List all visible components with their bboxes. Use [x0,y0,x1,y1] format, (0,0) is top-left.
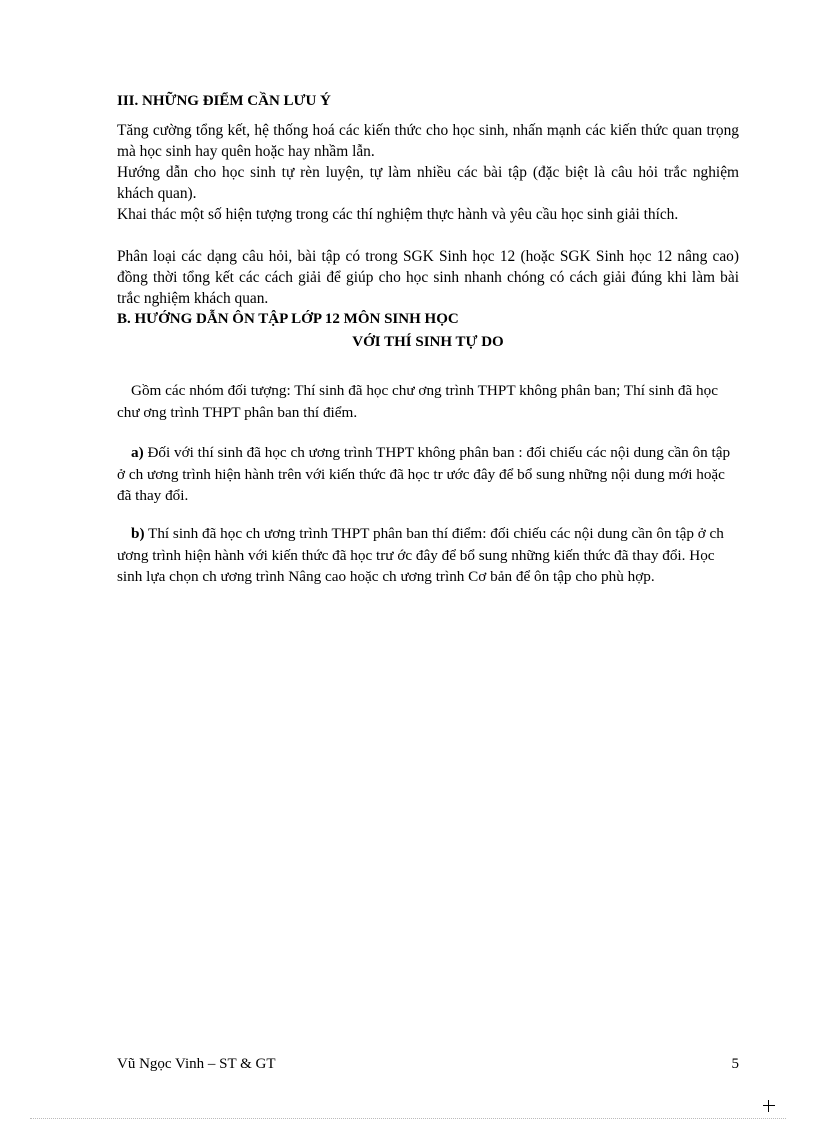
item-b-label: b) [131,525,145,542]
section-iii-paragraph-3: Khai thác một số hiện tượng trong các thí nghiệm thực hành và yêu cầu học sinh giải thích. [117,206,679,223]
footer-author: Vũ Ngọc Vinh – ST & GT [117,1056,276,1072]
section-iii-paragraph-1: Tăng cường tổng kết, hệ thống hoá các kiến thức cho học sinh, nhấn mạnh các kiến thức quan trọng mà học sinh hay quên hoặc hay nhầm lẫn. [117,122,739,160]
section-iii-paragraph-4: Phân loại các dạng câu hỏi, bài tập có trong SGK Sinh học 12 (hoặc SGK Sinh học 12 nâng cao) đồng thời tổng kết các cách giải để giúp cho học sinh nhanh chóng có cách giải đúng khi làm bài trắc nghiệm khách quan. [117,248,739,307]
section-b-item-b [117,523,739,588]
crop-mark-horizontal [763,1105,775,1106]
item-b-text: Thí sinh đã học ch ương trình THPT phân ban thí điểm: đối chiếu các nội dung cần ôn tập ở ch ương trình hiện hành với kiến thức đã học trư ớc đây để bổ sung những kiến thức đã thay đổi. Học sinh lựa chọn ch ương trình Nâng cao hoặc ch ương trình Cơ bản để ôn tập cho phù hợp. [117,525,724,585]
section-iii-paragraph-2: Hướng dẫn cho học sinh tự rèn luyện, tự làm nhiều các bài tập (đặc biệt là câu hỏi trắc nghiệm khách quan). [117,164,739,202]
item-a-text: Đối với thí sinh đã học ch ương trình THPT không phân ban : đối chiếu các nội dung cần ôn tập ở ch ương trình hiện hành trên với kiến thức đã học tr ước đây để bổ sung những nội dung mới hoặc đã thay đổi. [117,444,731,504]
section-b-intro: Gồm các nhóm đối tượng: Thí sinh đã học chư ơng trình THPT không phân ban; Thí sinh đã học chư ơng trình THPT phân ban thí điểm. [117,382,718,421]
page-bottom-divider [30,1118,786,1119]
section-b-subheading: VỚI THÍ SINH TỰ DO [352,334,504,350]
page-number: 5 [731,1056,739,1072]
item-a-label: a) [131,444,144,461]
section-b-heading: B. HƯỚNG DẪN ÔN TẬP LỚP 12 MÔN SINH HỌC [117,311,459,327]
section-b-item-a [117,442,739,507]
crop-mark-vertical [768,1100,769,1112]
section-iii-heading: III. NHỮNG ĐIỂM CẦN LƯU Ý [117,93,331,109]
